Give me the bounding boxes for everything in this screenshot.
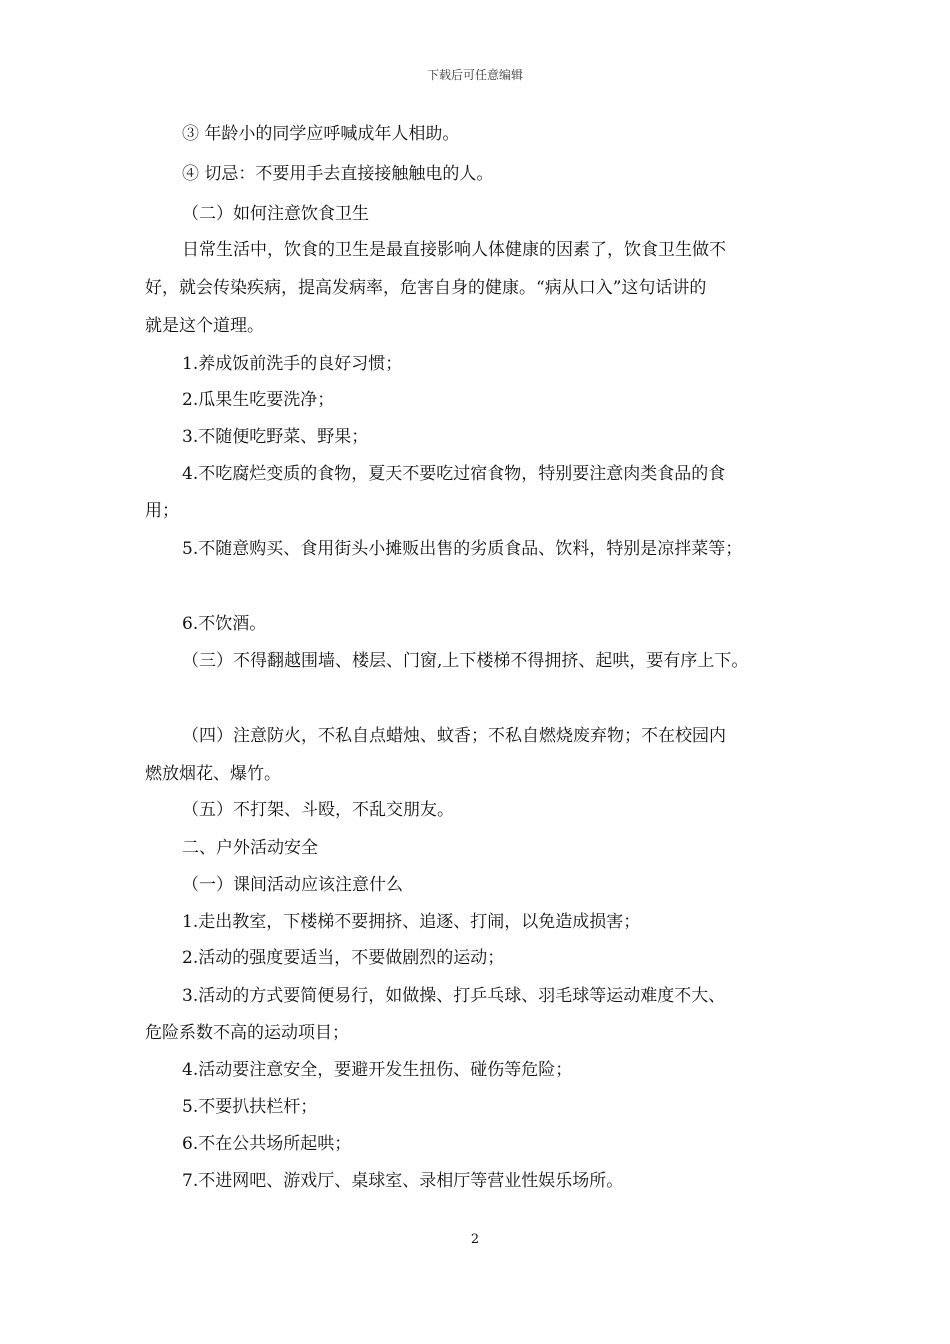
paragraph-line: ③ 年龄小的同学应呼喊成年人相助。 xyxy=(182,124,460,144)
list-item: 4.不吃腐烂变质的食物，夏天不要吃过宿食物，特别要注意肉类食品的食 xyxy=(182,464,726,484)
paragraph-line: 就是这个道理。 xyxy=(145,316,264,336)
list-item: 7.不进网吧、游戏厅、桌球室、录相厅等营业性娱乐场所。 xyxy=(182,1171,624,1191)
list-item: 3.不随便吃野菜、野果； xyxy=(182,427,369,447)
section-heading: （一）课间活动应该注意什么 xyxy=(182,875,403,895)
chapter-heading: 二、户外活动安全 xyxy=(182,838,318,858)
list-item-continuation: 用； xyxy=(145,501,179,521)
list-item: 6.不在公共场所起哄； xyxy=(182,1134,352,1154)
paragraph-line: 日常生活中，饮食的卫生是最直接影响人体健康的因素了，饮食卫生做不 xyxy=(182,240,726,260)
page-number: 2 xyxy=(470,1232,480,1247)
list-item: 5.不要扒扶栏杆； xyxy=(182,1097,318,1117)
list-item: 3.活动的方式要简便易行，如做操、打乒乓球、羽毛球等运动难度不大、 xyxy=(182,986,726,1006)
list-item: 1.走出教室，下楼梯不要拥挤、追逐、打闹，以免造成损害； xyxy=(182,912,641,932)
page-header: 下载后可任意编辑 xyxy=(426,68,523,82)
list-item-continuation: 危险系数不高的运动项目； xyxy=(145,1023,349,1043)
section-heading: （五）不打架、斗殴，不乱交朋友。 xyxy=(182,800,454,820)
list-item: 5.不随意购买、食用街头小摊贩出售的劣质食品、饮料，特别是凉拌菜等； xyxy=(182,539,743,559)
list-item: 6.不饮酒。 xyxy=(182,614,267,634)
section-heading: （二）如何注意饮食卫生 xyxy=(182,204,369,224)
paragraph-line: 好，就会传染疾病，提高发病率，危害自身的健康。“病从口入”这句话讲的 xyxy=(145,278,707,298)
list-item: 2.瓜果生吃要洗净； xyxy=(182,390,335,410)
list-item: 4.活动要注意安全，要避开发生扭伤、碰伤等危险； xyxy=(182,1060,573,1080)
list-item: 2.活动的强度要适当，不要做剧烈的运动； xyxy=(182,948,505,968)
section-heading: （三）不得翻越围墙、楼层、门窗,上下楼梯不得拥挤、起哄，要有序上下。 xyxy=(182,651,749,671)
paragraph-line: ④ 切忌：不要用手去直接接触触电的人。 xyxy=(182,164,494,184)
paragraph-line: 燃放烟花、爆竹。 xyxy=(145,764,281,784)
list-item: 1.养成饭前洗手的良好习惯； xyxy=(182,354,403,374)
section-heading: （四）注意防火，不私自点蜡烛、蚊香；不私自燃烧废弃物；不在校园内 xyxy=(182,726,726,746)
